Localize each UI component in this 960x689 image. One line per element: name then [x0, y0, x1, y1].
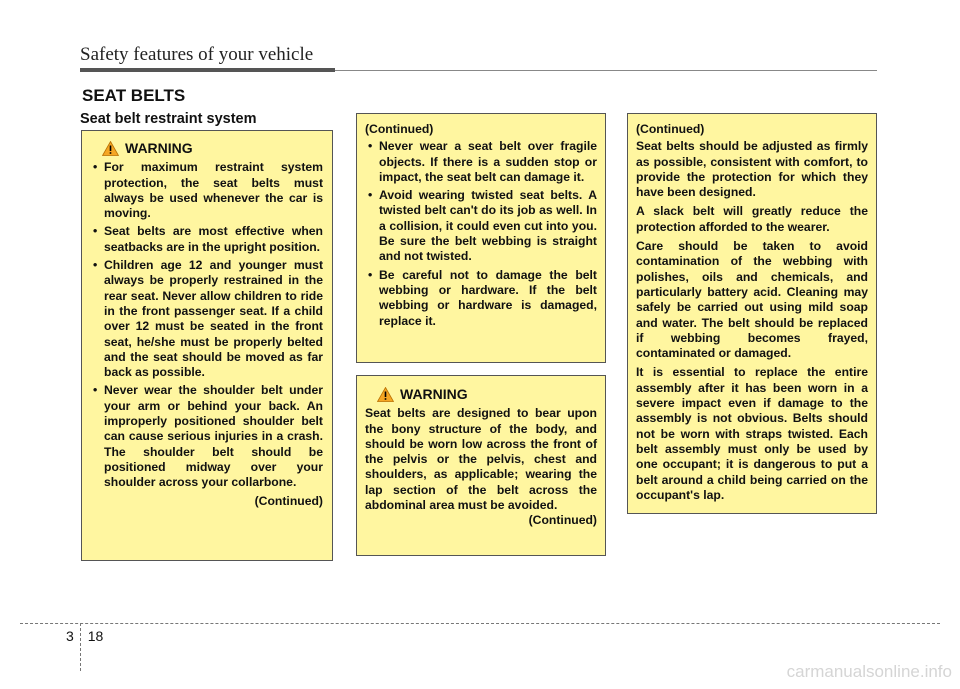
warning-paragraph: Seat belts should be adjusted as firmly as possible, consistent with comfort, to provide the protection for which they have been designed.	[636, 139, 868, 200]
header-title: Safety features of your vehicle	[80, 44, 314, 65]
warning-list	[365, 139, 597, 329]
warning-list	[90, 160, 323, 490]
continued-label: (Continued)	[254, 493, 323, 508]
warning-heading-text: WARNING	[125, 140, 193, 156]
warning-text: Seat belts are designed to bear upon the bony structure of the body, and should be worn low across the front of the pelvis or the pelvis, chest and shoulders, as applicable; wearing the lap section of the belt across the abdominal area must be avoided.	[365, 406, 597, 513]
warning-box-2	[356, 113, 606, 363]
list-item: • Children age 12 and younger must always be properly restrained in the rear seat. Never allow children to ride in the front passenger seat. If a child over 12 must be seated in the front seat, he/she must be properly belted and the seat should be moved as far back as possible.	[90, 258, 323, 380]
page-number	[66, 628, 109, 644]
continued-label: (Continued)	[528, 513, 597, 528]
list-item: • Never wear a seat belt over fragile objects. If there is a sudden stop or impact, the seat belt can damage it.	[365, 139, 597, 185]
warning-box-4	[627, 113, 877, 514]
warning-paragraph: Care should be taken to avoid contamination of the webbing with polishes, oils and chemicals, and particularly battery acid. Cleaning may safely be carried out using mild soap and water. The belt should be replaced if webbing becomes frayed, contaminated or damaged.	[636, 239, 868, 361]
subsection-title: Seat belt restraint system	[80, 111, 257, 127]
header-rule	[80, 68, 335, 72]
warning-heading	[377, 387, 597, 402]
warning-box-1	[81, 130, 333, 561]
chapter-number: 3	[66, 628, 74, 644]
warning-paragraph: A slack belt will greatly reduce the protection afforded to the wearer.	[636, 204, 868, 234]
continued-label: (Continued)	[365, 122, 434, 136]
warning-paragraph: It is essential to replace the entire assembly after it has been worn in a severe impact even if damage to the assembly is not obvious. Belts should not be worn with straps twisted. Each belt assembly must only be used by one occupant; it is dangerous to put a belt around a child being carried on the occupant's lap.	[636, 365, 868, 502]
continued-label: (Continued)	[636, 122, 705, 136]
warning-heading-text: WARNING	[400, 386, 468, 402]
footer-rule	[20, 623, 940, 624]
warning-heading	[102, 141, 323, 156]
list-item: • Never wear the shoulder belt under your arm or behind your back. An improperly positioned shoulder belt can cause serious injuries in a crash. The shoulder belt should be positioned midway over your shoulder across your collarbone.	[90, 383, 323, 490]
header-rule-thin	[335, 70, 877, 71]
list-item: • Avoid wearing twisted seat belts. A twisted belt can't do its job as well. In a collision, it could even cut into you. Be sure the belt webbing is straight and not twisted.	[365, 188, 597, 264]
list-item: • Be careful not to damage the belt webbing or hardware. If the belt webbing or hardware is damaged, replace it.	[365, 268, 597, 329]
list-item: • For maximum restraint system protection, the seat belts must always be used whenever the car is moving.	[90, 160, 323, 221]
page-number-value: 18	[87, 628, 104, 644]
section-title: SEAT BELTS	[82, 86, 186, 105]
warning-triangle-icon	[102, 141, 119, 156]
watermark: carmanualsonline.info	[786, 662, 952, 681]
warning-triangle-icon	[377, 387, 394, 402]
warning-box-3	[356, 375, 606, 556]
list-item: • Seat belts are most effective when seatbacks are in the upright position.	[90, 224, 323, 255]
